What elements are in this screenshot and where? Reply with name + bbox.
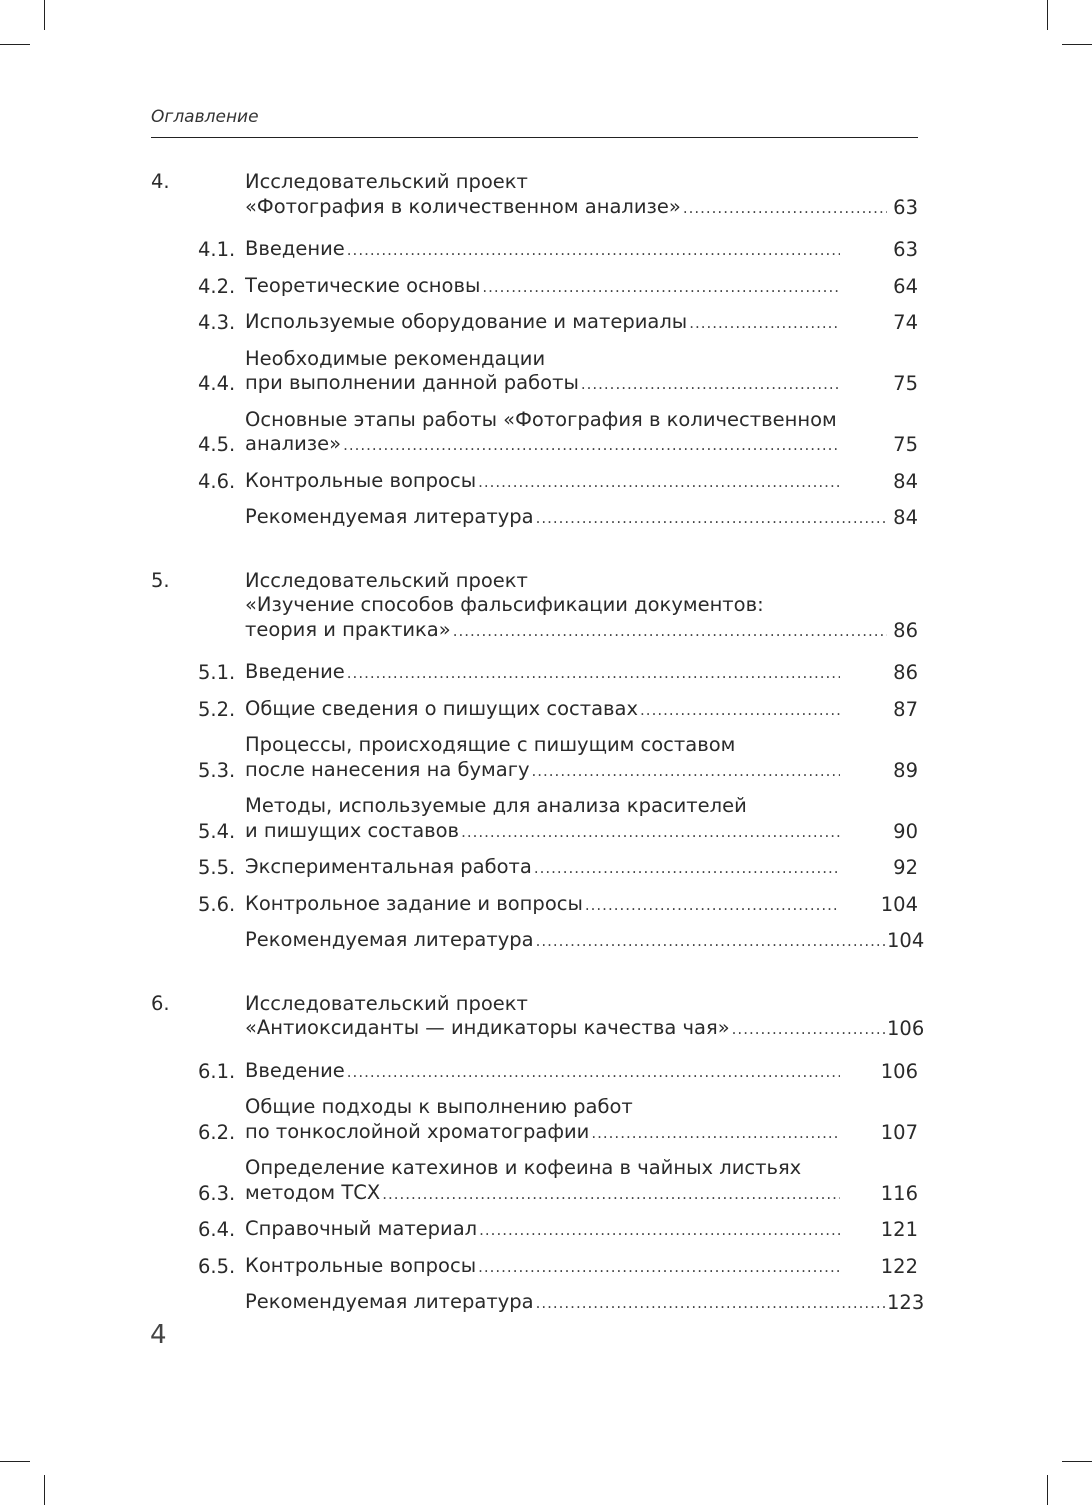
toc-section[interactable] [198,1156,918,1206]
page-ref: 75 [893,372,918,395]
page-ref: 84 [893,469,918,493]
dot-leader [534,856,840,881]
entry-title-last [245,1016,887,1042]
entry-title-text: «Фотография в количественном анализе» [245,194,681,218]
entry-title [245,1254,840,1280]
toc-section[interactable] [198,660,918,686]
entry-title-text: «Антиоксиданты — индикаторы качества чая» [245,1016,730,1039]
section-number: 4.2. [198,274,236,298]
entry-title-text: анализе» [245,432,342,455]
crop-mark [1047,0,1048,30]
dot-leader [683,196,887,221]
page-ref: 107 [880,1120,918,1144]
toc-section[interactable] [198,1217,918,1243]
toc-section[interactable] [198,469,918,495]
entry-title-last [245,928,887,954]
section-number: 4.3. [198,311,236,334]
entry-title-last [245,274,840,300]
chapter-title[interactable] [198,991,925,1042]
section-number: 4.6. [198,469,236,493]
page-ref: 116 [880,1181,918,1205]
entry-title-text: теория и практика» [245,617,451,641]
entry-title-text: после нанесения на бумагу [245,757,530,781]
entry-title-last [245,758,840,784]
entry-title-line: Исследовательский проект [245,568,528,592]
entry-title [245,469,840,495]
crop-mark [44,0,45,30]
entry-title-text: Введение [245,237,345,260]
table-of-contents [151,170,925,1316]
page-ref: 84 [893,506,918,529]
dot-leader [347,1060,840,1085]
toc-section[interactable] [198,1254,918,1280]
toc-section[interactable] [198,347,918,397]
entry-title-line: Исследовательский проект [245,991,528,1015]
page-ref: 63 [893,238,918,261]
page-ref: 89 [893,758,918,782]
entry-title-text: Рекомендуемая литература [245,928,534,951]
toc-section[interactable] [198,1095,918,1145]
section-number: 4.5. [198,433,236,456]
page-ref: 104 [880,892,918,916]
header-rule [151,137,918,138]
section-number: 6.1. [198,1059,236,1083]
page-ref: 122 [880,1254,918,1278]
entry-title-line: Методы, используемые для анализа красителей [245,794,747,817]
page-ref: 86 [893,618,918,642]
chapter-title[interactable] [198,569,918,644]
entry-title-line: Основные этапы работы «Фотография в количественном [245,407,837,431]
dot-leader [347,661,840,686]
chapter [151,170,918,531]
toc-section[interactable] [198,310,918,336]
entry-title-last [245,1181,840,1207]
section-number: 6.5. [198,1254,236,1278]
entry-title [245,794,840,844]
dot-leader [478,470,840,495]
entry-title-line: Определение катехинов и кофеина в чайных листьях [245,1156,802,1179]
entry-title [245,928,887,954]
crop-mark [1062,1461,1092,1462]
entry-title [245,274,840,300]
entry-title-text: Рекомендуемая литература [245,505,534,528]
toc-section[interactable] [198,1059,918,1085]
toc-section[interactable] [198,408,918,458]
page-number: 4 [150,1320,167,1350]
crop-mark [44,1475,45,1505]
section-number: 5.1. [198,661,236,684]
entry-title-text: по тонкослойной хроматографии [245,1119,590,1143]
page-ref: 106 [887,1017,925,1040]
section-number: 6.4. [198,1218,236,1241]
toc-section[interactable] [198,237,918,263]
entry-title [245,1095,840,1145]
dot-leader [478,1255,840,1280]
section-number: 6.3. [198,1181,236,1205]
entry-title-text: Рекомендуемая литература [245,1290,534,1313]
crop-mark [0,1461,30,1462]
section-number: 6.2. [198,1120,236,1144]
entry-title [245,697,840,723]
page-ref: 92 [893,856,918,879]
entry-title-last [245,469,840,495]
dot-leader [591,1121,840,1146]
section-number: 4.4. [198,372,236,395]
page-ref: 123 [887,1291,925,1314]
entry-title [245,892,840,918]
entry-title-text: Контрольное задание и вопросы [245,891,583,915]
dot-leader [732,1017,887,1042]
crop-mark [1062,44,1092,45]
section-number: 5.4. [198,819,236,843]
entry-title-text: Введение [245,660,345,683]
chapter-number: 4. [151,170,170,193]
entry-title [245,992,887,1042]
toc-section[interactable] [198,794,918,844]
dot-leader [581,372,840,397]
dot-leader [482,275,840,300]
entry-title-last [245,237,840,263]
section-number: 5.2. [198,697,236,721]
page-ref: 106 [880,1059,918,1083]
toc-section[interactable] [198,274,918,300]
entry-title-text: Используемые оборудование и материалы [245,310,688,333]
entry-title-text: Введение [245,1058,345,1082]
entry-title [245,569,887,644]
page-ref: 121 [880,1218,918,1241]
entry-title-last [245,697,840,723]
entry-title-line: Необходимые рекомендации [245,346,546,370]
crop-mark [0,44,30,45]
chapter-body [198,991,925,1316]
entry-title-text: Контрольные вопросы [245,468,477,492]
section-number: 5.6. [198,892,236,916]
entry-title-text: и пишущих составов [245,818,460,842]
entry-title [245,1217,840,1243]
page-ref: 75 [893,433,918,456]
entry-title [245,237,840,263]
entry-title [245,170,887,220]
entry-title-last [245,1290,887,1316]
dot-leader [689,311,840,336]
entry-title-last [245,371,840,397]
page-ref: 86 [893,661,918,684]
page-ref: 63 [893,195,918,219]
entry-title-text: методом ТСХ [245,1180,381,1204]
entry-title [245,408,840,458]
entry-title-line: Процессы, происходящие с пишущим составом [245,733,736,756]
entry-title-last [245,660,840,686]
entry-title-text: Экспериментальная работа [245,855,532,878]
entry-title-last [245,855,840,881]
entry-title [245,733,840,783]
entry-title-last [245,310,840,336]
entry-title-last [245,892,840,918]
entry-title-last [245,195,887,221]
chapter-body [198,568,925,954]
literature-entry[interactable] [198,505,918,531]
entry-title-last [245,1120,840,1146]
entry-title [245,1290,887,1316]
section-number: 5.3. [198,758,236,782]
section-number: 4.1. [198,238,236,261]
entry-title-text: Теоретические основы [245,273,481,297]
page-ref: 64 [893,274,918,298]
entry-title-text: Общие сведения о пишущих составах [245,696,639,720]
entry-title-line: Исследовательский проект [245,170,528,193]
page-ref: 104 [887,929,925,952]
entry-title [245,310,840,336]
chapter [151,568,925,954]
entry-title-last [245,432,840,458]
dot-leader [453,619,887,644]
dot-leader [479,1218,840,1243]
entry-title-line: «Изучение способов фальсификации документов: [245,593,764,616]
entry-title-text: при выполнении данной работы [245,371,579,394]
dot-leader [382,1182,840,1207]
toc-section[interactable] [198,855,918,881]
chapter [151,991,925,1316]
entry-title [245,660,840,686]
entry-title-last [245,1059,840,1085]
dot-leader [536,506,887,531]
chapter-title[interactable] [198,170,918,220]
entry-title-last [245,505,887,531]
entry-title [245,1059,840,1085]
entry-title [245,505,887,531]
entry-title-text: Контрольные вопросы [245,1253,477,1277]
dot-leader [343,433,840,458]
entry-title-last [245,1254,840,1280]
toc-section[interactable] [198,733,918,783]
entry-title [245,1156,840,1206]
dot-leader [640,698,840,723]
entry-title [245,855,840,881]
page-ref: 74 [893,311,918,334]
section-number: 5.5. [198,856,236,879]
literature-entry[interactable] [198,928,925,954]
entry-title-line: Общие подходы к выполнению работ [245,1095,633,1118]
dot-leader [347,238,840,263]
entry-title-last [245,1217,840,1243]
dot-leader [461,820,840,845]
toc-section[interactable] [198,697,918,723]
dot-leader [585,893,840,918]
entry-title-last [245,618,887,644]
entry-title-last [245,819,840,845]
literature-entry[interactable] [198,1290,925,1316]
chapter-number: 6. [151,991,170,1015]
crop-mark [1047,1475,1048,1505]
running-head: Оглавление [151,107,259,127]
dot-leader [536,929,887,954]
dot-leader [531,759,840,784]
page-ref: 90 [893,819,918,843]
chapter-number: 5. [151,568,170,592]
page-ref: 87 [893,697,918,721]
dot-leader [536,1291,887,1316]
entry-title-text: Справочный материал [245,1217,478,1240]
chapter-body [198,170,918,531]
toc-section[interactable] [198,892,918,918]
entry-title [245,347,840,397]
